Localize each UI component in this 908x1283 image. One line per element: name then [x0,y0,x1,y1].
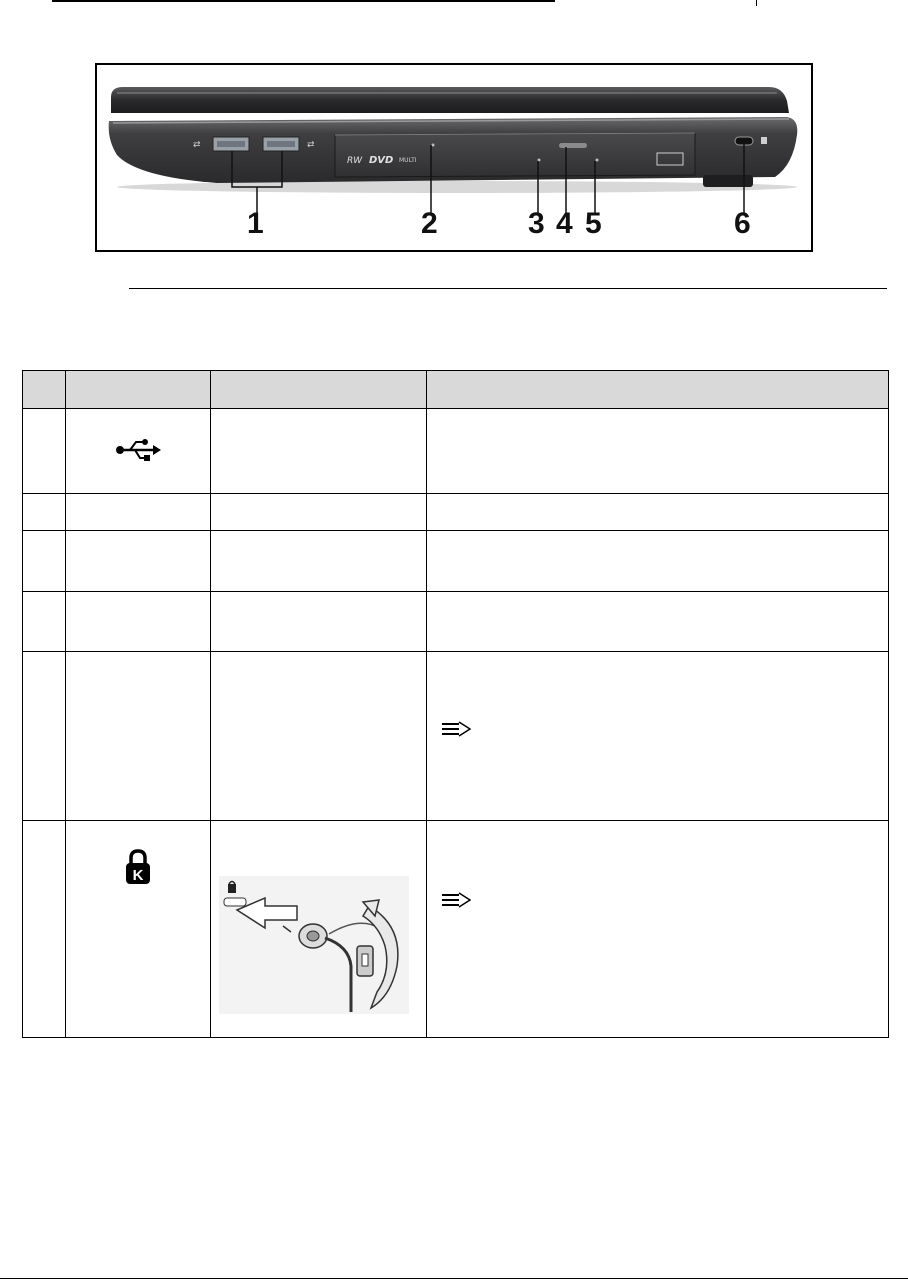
row-number [23,494,66,531]
row-description [427,409,889,494]
laptop-right-side-figure [95,63,813,252]
callout-1: 1 [247,207,264,240]
table-header-row [23,371,889,409]
usb-icon [115,437,161,463]
svg-text:⇄: ⇄ [307,140,315,150]
row-item [211,652,427,821]
laptop-side-illustration [97,65,815,254]
row-number [23,592,66,652]
top-rule [52,0,555,2]
top-margin-mark [756,0,757,6]
row-icon-cell [66,531,211,592]
callout-4: 4 [556,207,573,240]
callout-2: 2 [421,207,438,240]
row-description [427,592,889,652]
kensington-lock-icon [125,849,151,885]
row-icon-cell [66,821,211,1038]
callout-5: 5 [585,207,602,240]
row-icon-cell [66,652,211,821]
row-number [23,652,66,821]
callout-6: 6 [734,207,751,240]
header-icon [66,371,211,409]
row-description [427,652,889,821]
drive-label-rw: RW [347,156,363,166]
header-item [211,371,427,409]
section-rule [129,288,887,289]
note-icon [441,892,471,908]
row-item [211,494,427,531]
kensington-lock-illustration [219,876,409,1014]
row-icon-cell [66,592,211,652]
row-item [211,592,427,652]
callout-3: 3 [528,207,545,240]
svg-text:K: K [132,867,144,884]
svg-text:⇄: ⇄ [193,140,201,150]
row-number [23,531,66,592]
note-icon [441,721,471,737]
row-item-illustration-cell [211,821,427,1038]
row-description [427,494,889,531]
row-description [427,531,889,592]
table-row [23,592,889,652]
drive-label-dvd: DVD [369,155,394,166]
row-item [211,409,427,494]
header-description [427,371,889,409]
header-number [23,371,66,409]
row-item [211,531,427,592]
table-row [23,821,889,1038]
drive-label-multi: MULTI [399,157,417,164]
row-icon-cell [66,494,211,531]
bottom-rule [0,1278,908,1279]
row-icon-cell [66,409,211,494]
table-row [23,652,889,821]
row-description [427,821,889,1038]
row-number [23,821,66,1038]
table-row [23,494,889,531]
table-row [23,409,889,494]
table-row [23,531,889,592]
ports-table [22,370,889,1038]
row-number [23,409,66,494]
